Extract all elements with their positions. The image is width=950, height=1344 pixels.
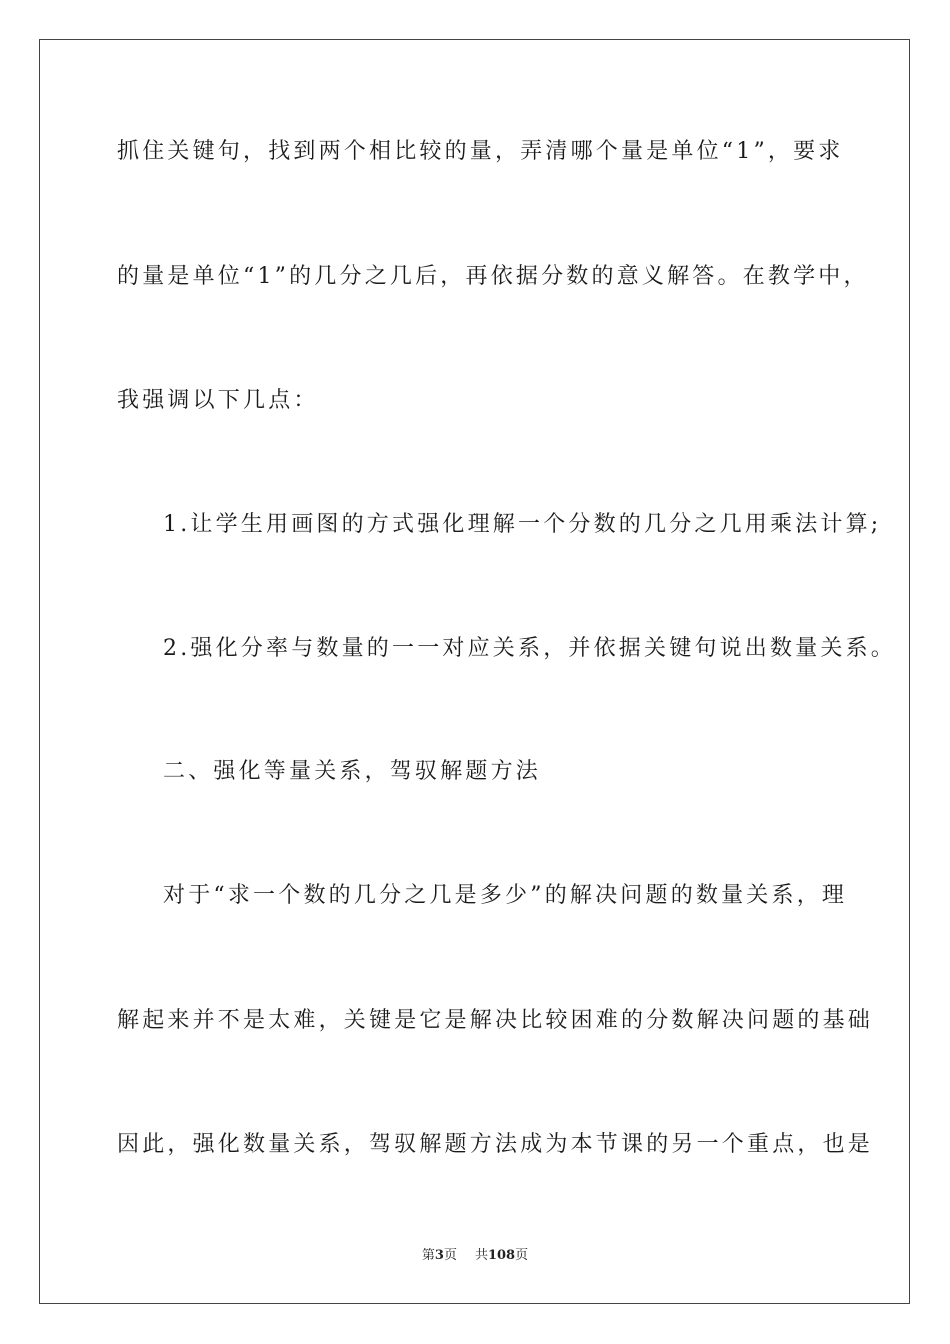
total-prefix: 共 [474,1248,488,1263]
page-suffix: 页 [443,1248,457,1263]
paragraph-line-1: 抓住关键句，找到两个相比较的量，弄清哪个量是单位“1”，要求 [117,139,844,164]
paragraph-line-5: 解起来并不是太难，关键是它是解决比较困难的分数解决问题的基础 [117,1008,874,1033]
total-pages: 108 [487,1248,516,1263]
page-border [39,39,910,1304]
list-item-2: 2.强化分率与数量的一一对应关系，并依据关键句说出数量关系。 [163,636,896,661]
list-item-1: 1.让学生用画图的方式强化理解一个分数的几分之几用乘法计算; [163,512,882,537]
paragraph-line-6: 因此，强化数量关系，驾驭解题方法成为本节课的另一个重点，也是 [117,1132,874,1157]
total-suffix: 页 [515,1248,529,1263]
paragraph-line-3: 我强调以下几点： [117,388,319,413]
page-prefix: 第 [421,1248,435,1263]
page-number: 3 [434,1248,444,1263]
page-footer [0,1247,950,1265]
paragraph-line-4: 对于“求一个数的几分之几是多少”的解决问题的数量关系，理 [163,883,848,908]
paragraph-line-2: 的量是单位“1”的几分之几后，再依据分数的意义解答。在教学中， [117,264,869,289]
section-heading: 二、强化等量关系，驾驭解题方法 [163,759,542,784]
